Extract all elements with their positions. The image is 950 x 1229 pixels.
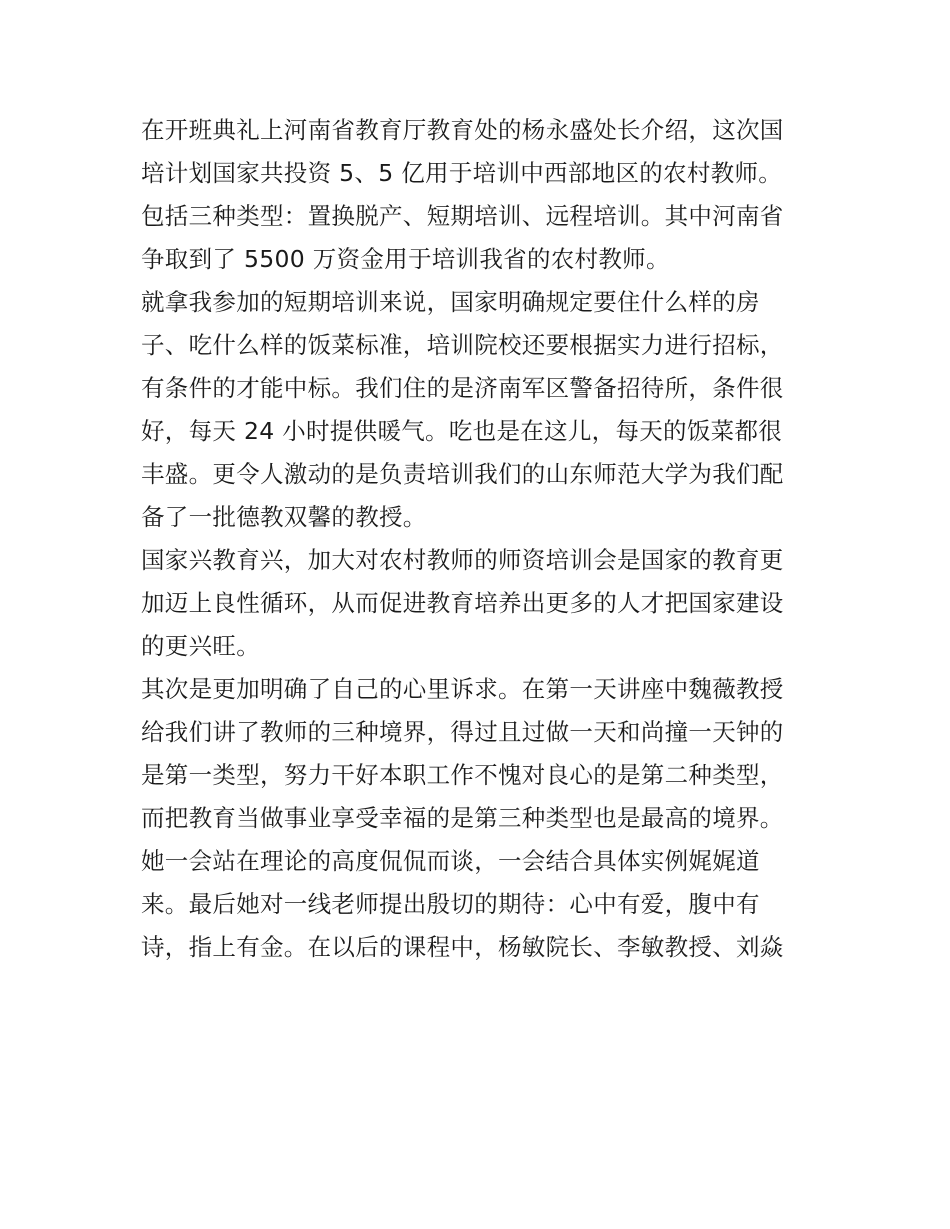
document-body <box>141 109 821 969</box>
text-line: 她一会站在理论的高度侃侃而谈，一会结合具体实例娓娓道 <box>141 847 760 875</box>
text-line: 在开班典礼上河南省教育厅教育处的杨永盛处长介绍，这次国 <box>141 116 784 144</box>
text-line: 是第一类型，努力干好本职工作不愧对良心的是第二种类型， <box>141 761 784 789</box>
text-line: 包括三种类型：置换脱产、短期培训、远程培训。其中河南省 <box>141 202 784 230</box>
text-line: 国家兴教育兴，加大对农村教师的师资培训会是国家的教育更 <box>141 546 784 574</box>
text-line: 给我们讲了教师的三种境界，得过且过做一天和尚撞一天钟的 <box>141 718 784 746</box>
text-line: 有条件的才能中标。我们住的是济南军区警备招待所，条件很 <box>141 374 784 402</box>
text-line: 而把教育当做事业享受幸福的是第三种类型也是最高的境界。 <box>141 804 784 832</box>
text-line: 的更兴旺。 <box>141 632 260 660</box>
text-line: 丰盛。更令人激动的是负责培训我们的山东师范大学为我们配 <box>141 460 784 488</box>
text-line: 其次是更加明确了自己的心里诉求。在第一天讲座中魏薇教授 <box>141 675 784 703</box>
text-line: 好，每天 24 小时提供暖气。吃也是在这儿，每天的饭菜都很 <box>141 417 783 445</box>
text-line: 诗，指上有金。在以后的课程中，杨敏院长、李敏教授、刘焱 <box>141 933 784 961</box>
text-line: 来。最后她对一线老师提出殷切的期待：心中有爱，腹中有 <box>141 890 760 918</box>
text-line: 培计划国家共投资 5、5 亿用于培训中西部地区的农村教师。 <box>141 159 783 187</box>
text-line: 争取到了 5500 万资金用于培训我省的农村教师。 <box>141 245 670 273</box>
text-line: 加迈上良性循环，从而促进教育培养出更多的人才把国家建设 <box>141 589 784 617</box>
text-line: 子、吃什么样的饭菜标准，培训院校还要根据实力进行招标， <box>141 331 784 359</box>
text-line: 就拿我参加的短期培训来说，国家明确规定要住什么样的房 <box>141 288 760 316</box>
text-line: 备了一批德教双馨的教授。 <box>141 503 427 531</box>
